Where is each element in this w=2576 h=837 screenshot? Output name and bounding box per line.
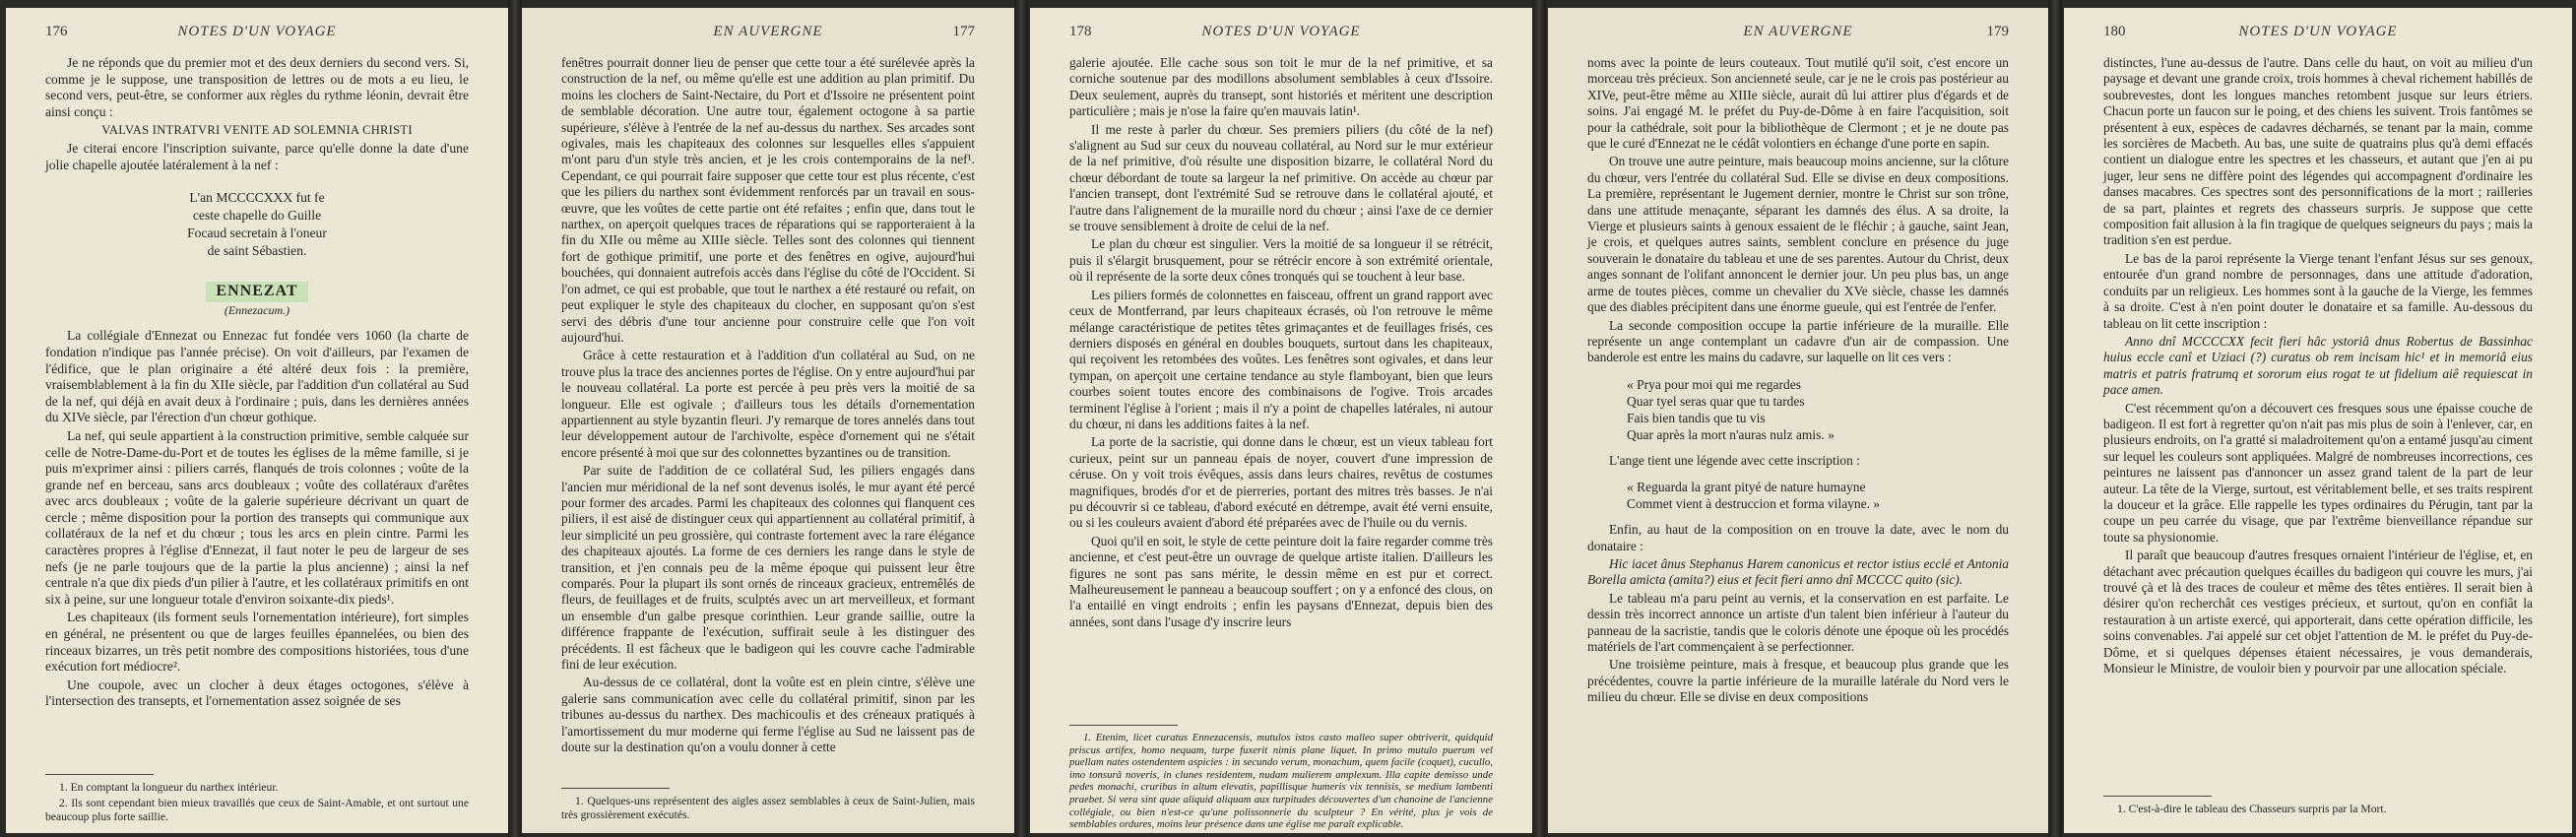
verse-line: Quar après la mort n'auras nulz amis. » (1627, 426, 1835, 442)
paragraph: Une troisième peinture, mais à fresque, et beaucoup plus grande que les précédentes, couvre la partie inférieure de la muraille latérale du Nord vers le milieu du chœur. Elle se divise en deux compositions (1587, 657, 2009, 705)
page-177 (522, 8, 1014, 833)
verse-line: « Prya pour moi qui me regardes (1627, 376, 1801, 392)
page-number: 179 (1986, 24, 2009, 39)
footnote-rule (2103, 796, 2212, 797)
footnotes (561, 778, 975, 824)
page-body (2103, 55, 2533, 678)
verse-block (1627, 376, 2009, 443)
page-body (1069, 55, 1493, 632)
running-title: EN AUVERGNE (1743, 24, 1853, 39)
paragraph: Quoi qu'il en soit, le style de cette peinture doit la faire regarder comme très ancienne, et c'est peut-être un ouvrage de quelque artiste italien. D'ailleurs les figures ne sont pas sans mérite, le dessin même en est pur et correct. Malheureusement le panneau a beaucoup souffert ; on y a enfoncé des clous, on l'a entaillé en vingt endroits ; enfin les paysans d'Ennezat, depuis bien des années, sont dans l'usage d'y inscrire leurs (1069, 533, 1493, 629)
paragraph: Au-dessus de ce collatéral, dont la voûte est en plein cintre, s'élève une galerie sans communication avec celle du collatéral primitif, sinon par les tribunes au-dessus du narthex. Des machicoulis et des créneaux pratiqués à l'amortissement du mur moderne qui ferme l'église au Sud ne laissent pas de doute sur la destination qu'on a voulu donner à cette (561, 675, 975, 755)
section-heading-wrap (45, 274, 469, 302)
paragraph: Le plan du chœur est singulier. Vers la moitié de sa longueur il se rétrécit, puis il s'élargit brusquement, pour se rétrécir encore à son extrémité orientale, où il représente de la sorte deux cônes tronqués qui se touchent à leur base. (1069, 236, 1493, 285)
paragraph: distinctes, l'une au-dessus de l'autre. Dans celle du haut, on voit au milieu d'un paysage et devant une grande croix, trois hommes à cheval richement habillés de soubrevestes, dont les longues manches retombent jusque sur leurs étriers. Chacun porte un faucon sur le poing, et des chiens les suivent. Trois fantômes se présentent à eux, espèces de cadavres décharnés, se tenant par la main, comme les sorcières de Macbeth. Au bas, une suite de quatrains plus qu'à demi effacés contient un dialogue entre les spectres et les chasseurs, et autant que j'en ai pu juger, leur sens ne diffère point des légendes qui accompagnent d'ordinaire les danses macabres. Ces spectres sont des personnifications de la mort ; railleries de sa part, plaintes et regrets des chasseurs surpris. Je suppose que cette composition fait allusion à la fin tragique de quelques seigneurs du pays ; mais la tradition s'en est perdue. (2103, 55, 2533, 248)
inscription-line: de saint Sébastien. (207, 243, 307, 259)
paragraph: C'est récemment qu'on a découvert ces fresques sous une épaisse couche de badigeon. Il est fort à regretter qu'on n'ait pas mis plus de soin à l'enlever, car, en plusieurs endroits, on l'a gratté si maladroitement qu'on a entamé jusqu'au ciment sur lequel les couleurs sont appliquées. Malgré de nombreuses incorrections, ces peintures ne laissent pas d'annoncer un assez grand talent de la part de leur auteur. La tête de la Vierge, surtout, est véritablement belle, et ses traits respirent la douceur et la grâce. Elle rappelle les types ordinaires du Pérugin, tant par la coupe un peu carrée du visage, que par l'extrême bienveillance répandue sur toute sa physionomie. (2103, 400, 2533, 545)
paragraph: La nef, qui seule appartient à la construction primitive, semble calquée sur celle de Notre-Dame-du-Port et de toutes les églises de la même famille, si je puis m'exprimer ainsi : piliers carrés, flanqués de trois colonnes ; voûte de la grande nef en berceau, sans arcs doubleaux ; voûte des collatéraux d'arêtes avec arcs doubleaux ; voûte de la galerie supérieure décrivant un quart de cercle ; même disposition pour la portion des transepts qui communique aux collatéraux de la nef et du chœur ; tous les arcs en plein cintre. Parmi les caractères propres à l'église d'Ennezat, il faut noter le peu de largeur de ses nefs (je ne parle toujours que de la partie la plus ancienne) ; ainsi la nef centrale n'a que dix pieds d'un pilier à l'autre, et les collatéraux primitifs en ont six à peine, sur une longueur totale d'environ soixante-dix pieds¹. (45, 427, 469, 607)
paragraph: Les chapiteaux (ils forment seuls l'ornementation intérieure), fort simples en général, ne présentent ou que de larges feuilles épannelées, ou bien des rinceaux bizarres, un très petit nombre des compositions historiées, tous d'une exécution fort médiocre². (45, 610, 469, 675)
page-header (1587, 24, 2009, 47)
paragraph: Il paraît que beaucoup d'autres fresques ornaient l'intérieur de l'église, et, en détachant avec précaution quelques écailles du badigeon qui couvre les murs, j'ai trouvé çà et là des traces de couleur et même des têtes entières. Il serait bien à désirer qu'on recherchât ces vestiges précieux, et surtout, qu'on en confiât la restauration à un artiste exercé, qui apporterait, dans cette opération difficile, les soins convenables. J'ai appelé sur cet objet l'attention de M. le préfet du Puy-de-Dôme, et si quelques dépenses étaient nécessaires, je vous demanderais, Monsieur le Ministre, de vouloir bien y pourvoir par une allocation spéciale. (2103, 547, 2533, 676)
page-body (45, 55, 469, 712)
paragraph: On trouve une autre peinture, mais beaucoup moins ancienne, sur la clôture du chœur, vers l'entrée du collatéral Sud. Elle se divise en deux compositions. La première, représentant le Jugement dernier, montre le Christ sur son trône, dans une attitude menaçante, séparant les damnés des élus. A sa droite, la Vierge et plusieurs saints à genoux essaient de le fléchir ; à gauche, saint Jean, je crois, et quelques autres saints, semblent conclure en présence du juge souverain le donataire du tableau et une de ses parentes. Autour du Christ, deux anges sonnant de l'olifant annoncent le dernier jour. Un peu plus bas, un ange arme de toutes pièces, comme un chevalier du XVe siècle, chasse les damnés que des diables précipitent dans une énorme gueule, qui est l'entrée de l'enfer. (1587, 154, 2009, 315)
running-title: EN AUVERGNE (713, 24, 823, 39)
section-heading: ENNEZAT (206, 282, 307, 302)
page-body (561, 55, 975, 757)
verse-line: « Reguarda la grant pityé de nature humayne (1627, 480, 1866, 495)
paragraph: Les piliers formés de colonnettes en faisceau, offrent un grand rapport avec ceux de Montferrand, par leurs chapiteaux écrasés, où l'on retrouve le même mélange caractéristique de petites têtes grimaçantes et de feuillages frisés, ces derniers disposés en général en doubles bouquets, surtout dans les chapiteaux, qui reçoivent les retombées des voûtes. Les fenêtres sont ogivales, et dans leur tympan, on aperçoit une certaine tendance au style flamboyant, bien que leurs courbes soient toutes encore des combinaisons de l'ogive. Trois arcades terminent l'église à l'orient ; mais il n'y a point de chapelles latérales, ni autour du chœur, ni dans les additions faites à la nef. (1069, 287, 1493, 431)
footnotes (1069, 715, 1493, 833)
footnote: 1. Quelques-uns représentent des aigles assez semblables à ceux de Saint-Julien, mais très grossièrement exécutés. (561, 795, 975, 821)
latin-inscription: Anno dnî MCCCCXX fecit fieri hâc ystoriâ dnus Robertus de Bassinhac huius eccle canî et Uziaci (?) curatus ob rem incisam hic¹ et in memoriâ eius matris et patris fratrumq et sororum eius rogat te ut fidelium aiê requiescat in pace amen. (2103, 333, 2533, 398)
paragraph: La porte de la sacristie, qui donne dans le chœur, est un vieux tableau fort curieux, peint sur un panneau épais de noyer, couvert d'une impression de céruse. On y voit trois évêques, assis dans leurs chaires, revêtus de costumes magnifiques, brodés d'or et de pierreries, portant des mitres très basses. Je n'ai pu découvrir si ce tableau, d'abord exécuté en détrempe, avait été verni ensuite, ou si les couleurs avaient d'abord été préparées avec de l'huile ou du vernis. (1069, 434, 1493, 531)
footnote: 1. Etenim, licet curatus Ennezacensis, mutulos istos casto malleo super obtriverit, quidquid priscus artifex, homo nequam, turpe fuxerit nimis plane liquet. In primo mutulo puerum vel puellam nates ostendentem aspicies : in secundo verum, monachum, quem facile (coquet), cucullo, imo tonsurâ noveris, in clunes residentem, nudam mulierem amplexum. Illa capite demisso unde pedes monachi, cruribus in altum elevatis, papillisque humeris vix tennisis, se medium lambenti praebet. Si vera sint quae aliquid aliquam aux turpitudes découvertes d'un chanoine de l'ancienne collégiale, ou bien n'est-ce qu'une polissonnerie du sculpteur ? En vérité, plus je vois de semblables ordures, moins leur présence dans une église me paraît explicable. (1069, 732, 1493, 831)
footnotes (45, 764, 469, 826)
paragraph: La collégiale d'Ennezat ou Ennezac fut fondée vers 1060 (la charte de fondation n'indique pas l'année précise). On voit d'ailleurs, par l'examen de l'édifice, que le plan originaire a été altéré deux fois : la première, vraisemblablement à la fin du XIIe siècle, par l'addition d'un collatéral au Sud de la nef, qui déjà en avait deux à l'ordinaire ; puis, dans les dernières années du XIVe siècle, par l'érection d'un chœur gothique. (45, 328, 469, 425)
page-176 (6, 8, 508, 833)
page-header (561, 24, 975, 47)
page-header (45, 24, 469, 47)
paragraph: La seconde composition occupe la partie inférieure de la muraille. Elle représente un ange contemplant un cadavre d'un air de compassion. Une banderole est entre les mains du cadavre, sur laquelle on lit ces vers : (1587, 317, 2009, 365)
paragraph: Par suite de l'addition de ce collatéral Sud, les piliers engagés dans l'ancien mur méridional de la nef sont devenus isolés, le mur ayant été percé pour former des arcades. Parmi les chapiteaux des colonnes qui flanquent ces piliers, il est aisé de distinguer ceux qui appartiennent au collatéral primitif, à leur simplicité un peu grossière, qui contraste fortement avec la rare élégance des chapiteaux ajoutés. La forme de ces derniers les range dans le style de transition, et j'en connais peu de la même époque qui puissent leur être comparés. Pour la plupart ils sont ornés de rinceaux gracieux, entremêlés de fleurs, de feuillages et de fruits, sculptés avec un art merveilleux, et formant un ensemble d'un galbe presque corinthien. Leur grande saillie, outre la différence frappante de l'exécution, suffirait seule à les distinguer des précédents. Il est fâcheux que le badigeon qui les couvre cache l'admirable fini de leur exécution. (561, 463, 975, 673)
paragraph: Une coupole, avec un clocher à deux étages octogones, s'élève à l'intersection des transepts, et l'ornementation assez soignée de ses (45, 676, 469, 709)
running-title: NOTES D'UN VOYAGE (2238, 24, 2398, 39)
verse-line: Commet vient à destruccion et forma vilayne. » (1627, 496, 1881, 512)
latin-inscription: Hic iacet ânus Stephanus Harem canonicus et rector istius ecclé et Antonia Borella amicta (amita?) eius et fecit fieri anno dnî MCCCC quito (sic). (1587, 555, 2009, 588)
paragraph: Il me reste à parler du chœur. Ses premiers piliers (du côté de la nef) s'alignent au Sud sur ceux du nouveau collatéral, au Nord sur le mur extérieur de la nef primitive, d'où résulte une disposition bizarre, le collatéral Nord du chœur débordant de toute sa largeur la nef primitive. On accède au chœur par l'ancien transept, dont l'extrémité Sud se retrouve dans le collatéral ajouté, et l'autre dans l'alignement de la muraille nord du chœur ; ainsi l'axe de ce dernier se trouve sensiblement à droite de celui de la nef. (1069, 121, 1493, 234)
paragraph: Je ne réponds que du premier mot et des deux derniers du second vers. Si, comme je le suppose, une transposition de lettres ou de mots a eu lieu, le second vers, peut-être, se conformer aux règles du rythme léonin, devrait être ainsi conçu : (45, 55, 469, 119)
page-number: 180 (2103, 24, 2126, 39)
paragraph: Grâce à cette restauration et à l'addition d'un collatéral au Sud, on ne trouve plus la trace des anciennes portes de l'église. On y entre aujourd'hui par le nouveau collatéral. La porte est percée à peu près vers la moitié de sa longueur. Elle est ogivale ; d'ailleurs tous les détails d'ornementation appartiennent au style byzantin fleuri. J'y remarque de tores annelés dans tout leur développement autour de l'archivolte, espèce d'ornement qui ne s'était encore présenté à moi que sur des colonnettes byzantines ou de transition. (561, 348, 975, 460)
paragraph: Le bas de la paroi représente la Vierge tenant l'enfant Jésus sur ses genoux, entourée d'un grand nombre de personnages, dans une attitude d'adoration, conduits par un religieux. Les hommes sont à la gauche de la Vierge, les femmes à sa droite. C'est à n'en point douter le donataire et sa famille. Au-dessous du tableau on lit cette inscription : (2103, 250, 2533, 331)
gutter (508, 0, 522, 837)
inscription-line: Focaud secretain à l'oneur (187, 225, 327, 241)
footnote-rule (1069, 725, 1178, 726)
page-header (1069, 24, 1493, 47)
page-number: 176 (45, 24, 68, 39)
paragraph: galerie ajoutée. Elle cache sous son toit le mur de la nef primitive, et sa corniche soutenue par des modillons absolument semblables à ceux d'Issoire. Deux seulement, auprès du transept, sont historiés et méritent une description particulière ; mais je n'ose la faire qu'en mauvais latin¹. (1069, 55, 1493, 119)
inscription-line: ceste chapelle do Guille (192, 208, 322, 224)
inscription-line: L'an MCCCCXXX fut fe (189, 190, 325, 206)
latin-verse: VALVAS INTRATVRI VENITE AD SOLEMNIA CHRISTI (101, 123, 413, 138)
section-subheading: (Ennezacum.) (224, 302, 290, 317)
page-body (1587, 55, 2009, 708)
footnote: 2. Ils sont cependant bien mieux travaillés que ceux de Saint-Amable, et ont surtout une beaucoup plus forte saillie. (45, 797, 469, 823)
gutter (2048, 0, 2062, 837)
page-180 (2064, 8, 2572, 833)
paragraph: L'ange tient une légende avec cette inscription : (1609, 452, 1860, 468)
paragraph: Je citerai encore l'inscription suivante, parce qu'elle donne la date d'une jolie chapelle ajoutée latéralement à la nef : (45, 140, 469, 172)
page-header (2103, 24, 2533, 47)
footnotes (2103, 786, 2533, 818)
verse-block (1627, 479, 2009, 512)
footnote-rule (561, 788, 670, 789)
footnote: 1. En comptant la longueur du narthex intérieur. (59, 781, 279, 794)
paragraph: noms avec la pointe de leurs couteaux. Tout mutilé qu'il soit, c'est encore un morceau très précieux. Son ancienneté seule, car je ne le crois pas postérieur au XIVe, peut-être même au XIIIe siècle, aurait dû lui attirer plus d'égards et de soins. J'ai engagé M. le préfet du Puy-de-Dôme à en faire l'acquisition, soit pour la cathédrale, soit pour la bibliothèque de Clermont ; et je ne doute pas que le curé d'Ennezat ne le cédât volontiers en échange d'une porte en sapin. (1587, 55, 2009, 152)
page-number: 178 (1069, 24, 1092, 39)
footnote-rule (45, 774, 154, 775)
page-number: 177 (952, 24, 975, 39)
running-title: NOTES D'UN VOYAGE (1201, 24, 1361, 39)
page-179 (1548, 8, 2048, 833)
paragraph: Le tableau m'a paru peint au vernis, et la conservation en est parfaite. Le dessin très incorrect annonce un artiste d'un talent bien inférieur à l'auteur du panneau de la sacristie, tandis que le coloris dénote une époque où les procédés matériels de l'art commençaient à se perfectionner. (1587, 590, 2009, 654)
running-title: NOTES D'UN VOYAGE (177, 24, 337, 39)
verse-line: Quar tyel seras quar que tu tardes (1627, 393, 1805, 409)
gutter (1014, 0, 1028, 837)
gutter (1532, 0, 1546, 837)
paragraph: Enfin, au haut de la composition on en trouve la date, avec le nom du donataire : (1587, 522, 2009, 553)
verse-line: Fais bien tandis que tu vis (1627, 410, 1766, 425)
paragraph: fenêtres pourrait donner lieu de penser que cette tour a été surélevée après la construction de la nef, ou même qu'elle est une addition au plan primitif. Du moins les clochers de Saint-Nectaire, du Port et d'Issoire ne présentent point de semblable décoration. Une autre tour, également octogone à sa partie supérieure, s'élève à l'entrée de la nef au-dessus du narthex. Ses arcades sont ogivales, mais les chapiteaux des colonnes sur lesquelles elles s'appuient m'ont paru d'un style très ancien, et je les crois contemporains de la nef¹. Cependant, ce qui pourrait faire supposer que cette tour est plus récente, c'est que les piliers du narthex sont évidemment renforcés par un travail en sous-œuvre, que les voûtes de cette partie ont été refaites ; enfin que, dans tout le narthex, on aperçoit quelques traces de réparations qui se rapporteraient à la fin du XIIe ou même au XIIIe siècle. Telles sont des colonnes qui tiennent fort de gothique primitif, une porte et des fenêtres en ogive, aujourd'hui bouchées, qui donnaient autrefois accès dans l'église du côté de l'Occident. Si l'on admet, ce qui est probable, que tout le narthex a été restauré ou refait, on peut expliquer le style des chapiteaux du clocher, en supposant qu'on s'est servi des débris d'une tour ancienne pour construire celle que l'on voit aujourd'hui. (561, 55, 975, 345)
inscription (45, 189, 469, 260)
page-178 (1030, 8, 1532, 833)
footnote: 1. C'est-à-dire le tableau des Chasseurs surpris par la Mort. (2117, 803, 2387, 815)
